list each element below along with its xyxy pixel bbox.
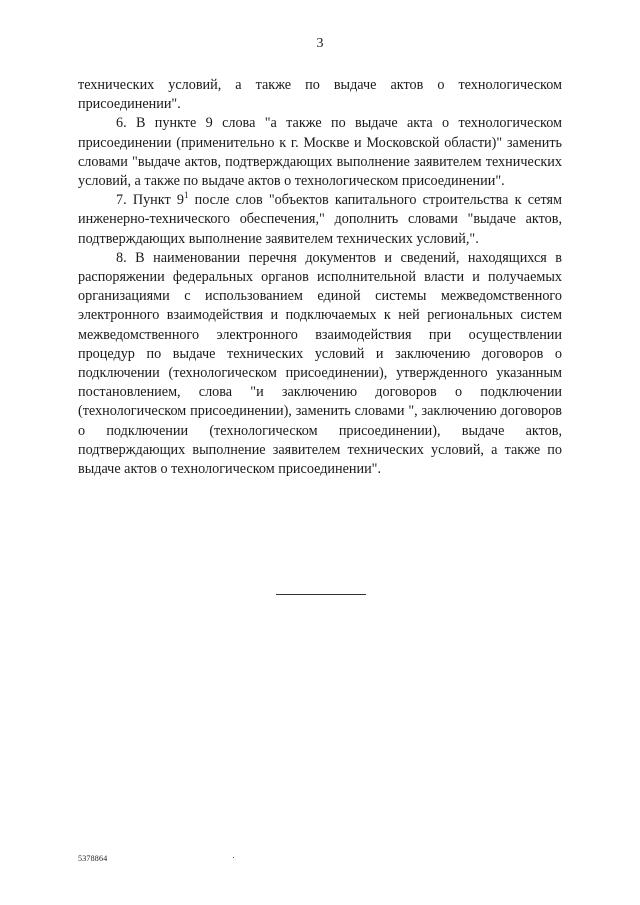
paragraph-continuation: технических условий, а также по выдаче актов о технологическом присоединении". [78,77,562,113]
item-7-lead: 7. Пункт 9 [116,192,184,209]
paragraph-item-8: 8. В наименовании перечня документов и сведений, находящихся в распоряжении федеральных органов исполнительной власти и получаемых организациями с использованием единой системы межведомственного электронного взаимодействия и подключаемых к ней региональных систем межведомственного электронного взаимодействия при осуществлении процедур по выдаче технических условий и заключению договоров о подключении (технологическом присоединении), утвержденного указанным постановлением, слова "и заключению договоров о подключении (технологическом присоединении), заменить словами ", заключению договоров о подключении (технологическом присоединении), выдаче актов, подтверждающих выполнение заявителем технических условий, а также по выдаче актов о технологическом присоединении". [78,249,562,478]
document-id: 5378864 [78,854,108,863]
paragraph-item-7 [78,191,562,249]
paragraph-item-6: 6. В пункте 9 слова "а также по выдаче акта о технологическом присоединении (применительно к г. Москве и Московской области)" заменить словами "выдаче актов, подтверждающих выполнение заявителем технических условий, а также по выдаче актов о технологическом присоединении". [78,115,562,190]
page-number: 3 [316,36,324,51]
item-7-text: после слов "объектов капитального строительства к сетям инженерно-технического обеспечения," дополнить словами "выдаче актов, подтверждающих выполнение заявителем технических условий,". [78,192,562,247]
item-7-superscript: 1 [183,190,189,201]
end-of-text-rule [276,594,366,595]
scan-dot-mark [233,857,234,858]
document-body [78,76,562,479]
